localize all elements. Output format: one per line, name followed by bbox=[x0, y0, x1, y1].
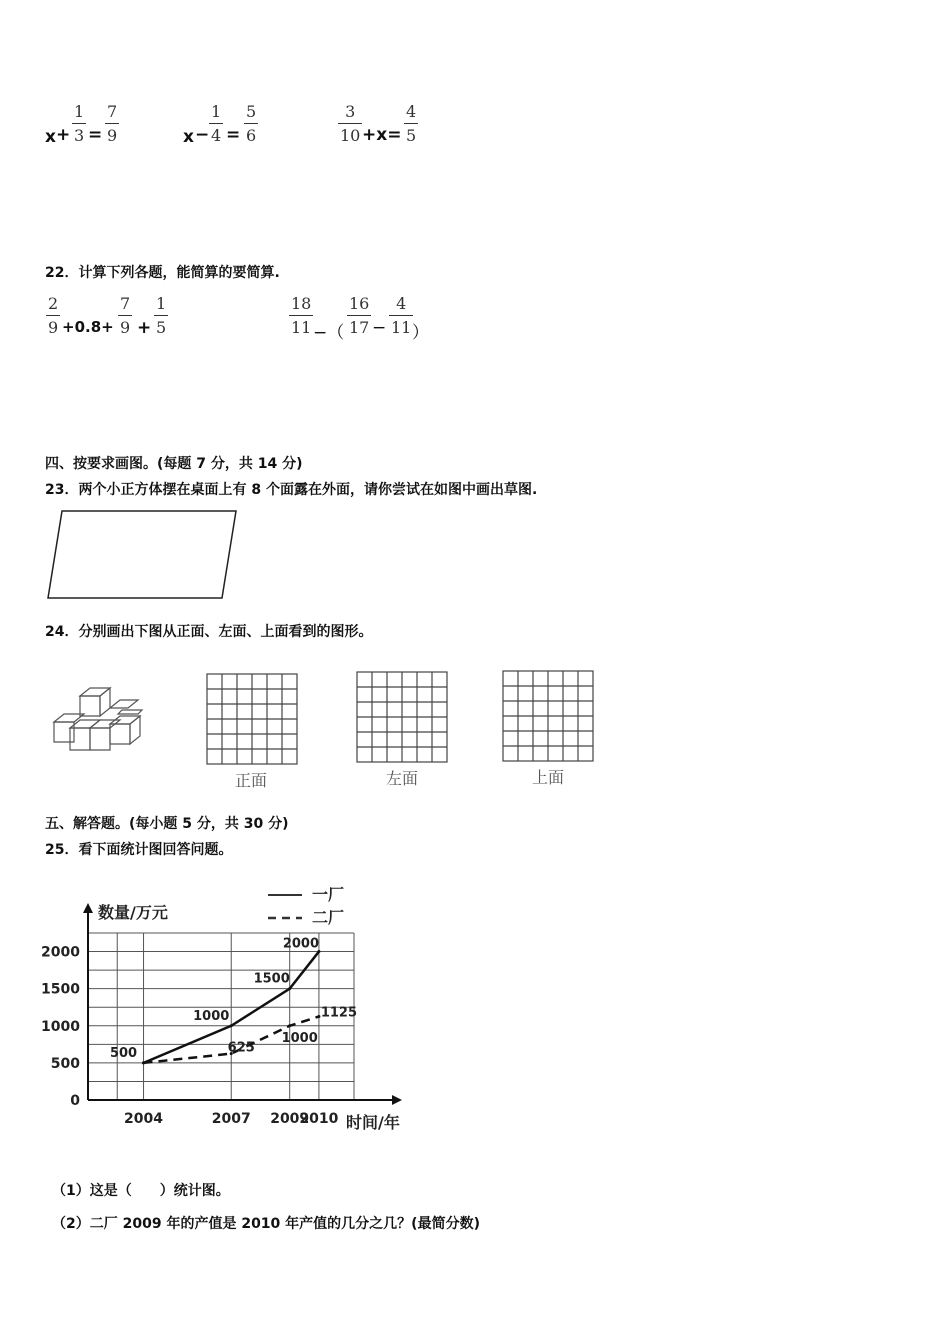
eq2-fraction-1: 1 4 bbox=[211, 102, 222, 145]
x-tick-label: 2007 bbox=[211, 1111, 251, 1127]
expr2-fraction-b: 16 17 bbox=[349, 294, 370, 337]
eq1-equals: = bbox=[88, 125, 103, 145]
expr2-fraction-c: 4 11 bbox=[391, 294, 412, 337]
data-point bbox=[288, 987, 291, 990]
y-axis-arrow bbox=[83, 903, 93, 913]
legend-label-1: 一厂 bbox=[312, 885, 345, 904]
parallelogram-drawing-area bbox=[44, 508, 244, 604]
eq3-fraction-2: 4 5 bbox=[406, 102, 417, 145]
eq1-op: + bbox=[56, 125, 71, 145]
expr1-middle: +0.8+ bbox=[62, 318, 114, 336]
data-label: 2000 bbox=[282, 936, 320, 952]
expr1-plus: + bbox=[137, 318, 152, 338]
expr2-fraction-a: 18 11 bbox=[291, 294, 312, 337]
x-tick-label: 2009 bbox=[270, 1111, 310, 1127]
expr1-fraction-b: 7 9 bbox=[120, 294, 131, 337]
eq3-fraction-1: 3 10 bbox=[340, 102, 361, 145]
expr2-minus: −（ bbox=[313, 323, 345, 343]
eq2-op: − bbox=[195, 125, 210, 145]
expr2-minus-2: − bbox=[372, 318, 387, 338]
x-tick-label: 2010 bbox=[299, 1111, 339, 1127]
cube-stack-figure bbox=[50, 680, 150, 760]
data-point bbox=[288, 1024, 291, 1027]
eq2-fraction-2: 5 6 bbox=[246, 102, 257, 145]
data-label: 1000 bbox=[281, 1030, 318, 1046]
question-25: 25．看下面统计图回答问题。 bbox=[45, 842, 233, 858]
y-axis-label: 数量/万元 bbox=[98, 903, 168, 922]
line-chart bbox=[40, 875, 420, 1140]
data-label: 1125 bbox=[320, 1005, 358, 1021]
data-point bbox=[142, 1061, 145, 1064]
question-22-title: 22．计算下列各题，能简算的要简算. bbox=[45, 265, 280, 281]
y-tick-label: 1000 bbox=[41, 1018, 80, 1035]
expr2-close: ） bbox=[412, 323, 429, 343]
x-axis-label: 时间/年 bbox=[346, 1113, 400, 1132]
grid-label-front: 正面 bbox=[235, 771, 268, 790]
eq2-var: x bbox=[183, 127, 194, 147]
y-tick-label: 0 bbox=[70, 1093, 80, 1109]
section-5-heading: 五、解答题。(每小题 5 分，共 30 分) bbox=[45, 816, 289, 832]
sub-question-1: （1）这是（ ）统计图。 bbox=[52, 1183, 230, 1199]
sub-question-2: （2）二厂 2009 年的产值是 2010 年产值的几分之几？(最简分数) bbox=[52, 1216, 480, 1232]
eq2-equals: = bbox=[226, 125, 241, 145]
y-tick-label: 1500 bbox=[41, 981, 80, 998]
expr1-fraction-a: 2 9 bbox=[48, 294, 59, 337]
data-label: 1500 bbox=[253, 971, 290, 987]
legend-label-2: 二厂 bbox=[312, 908, 345, 927]
x-axis-arrow bbox=[392, 1095, 402, 1105]
y-tick-label: 500 bbox=[50, 1055, 80, 1072]
eq1-fraction-2: 7 9 bbox=[107, 102, 118, 145]
grid-label-left: 左面 bbox=[386, 769, 419, 788]
section-4-heading: 四、按要求画图。(每题 7 分，共 14 分) bbox=[45, 456, 303, 472]
eq3-op: +x= bbox=[362, 125, 402, 145]
data-label: 1000 bbox=[193, 1008, 230, 1024]
data-point bbox=[230, 1024, 233, 1027]
y-tick-label: 2000 bbox=[41, 944, 80, 961]
eq1-var: x bbox=[45, 127, 56, 147]
question-23: 23．两个小正方体摆在桌面上有 8 个面露在外面，请你尝试在如图中画出草图. bbox=[45, 482, 538, 498]
question-24: 24．分别画出下图从正面、左面、上面看到的图形。 bbox=[45, 624, 373, 640]
x-tick-label: 2004 bbox=[124, 1111, 164, 1127]
expr1-fraction-c: 1 5 bbox=[156, 294, 167, 337]
data-label: 500 bbox=[109, 1045, 138, 1061]
grid-label-top: 上面 bbox=[532, 768, 565, 787]
eq1-fraction-1: 1 3 bbox=[74, 102, 85, 145]
data-label: 625 bbox=[227, 1040, 255, 1056]
